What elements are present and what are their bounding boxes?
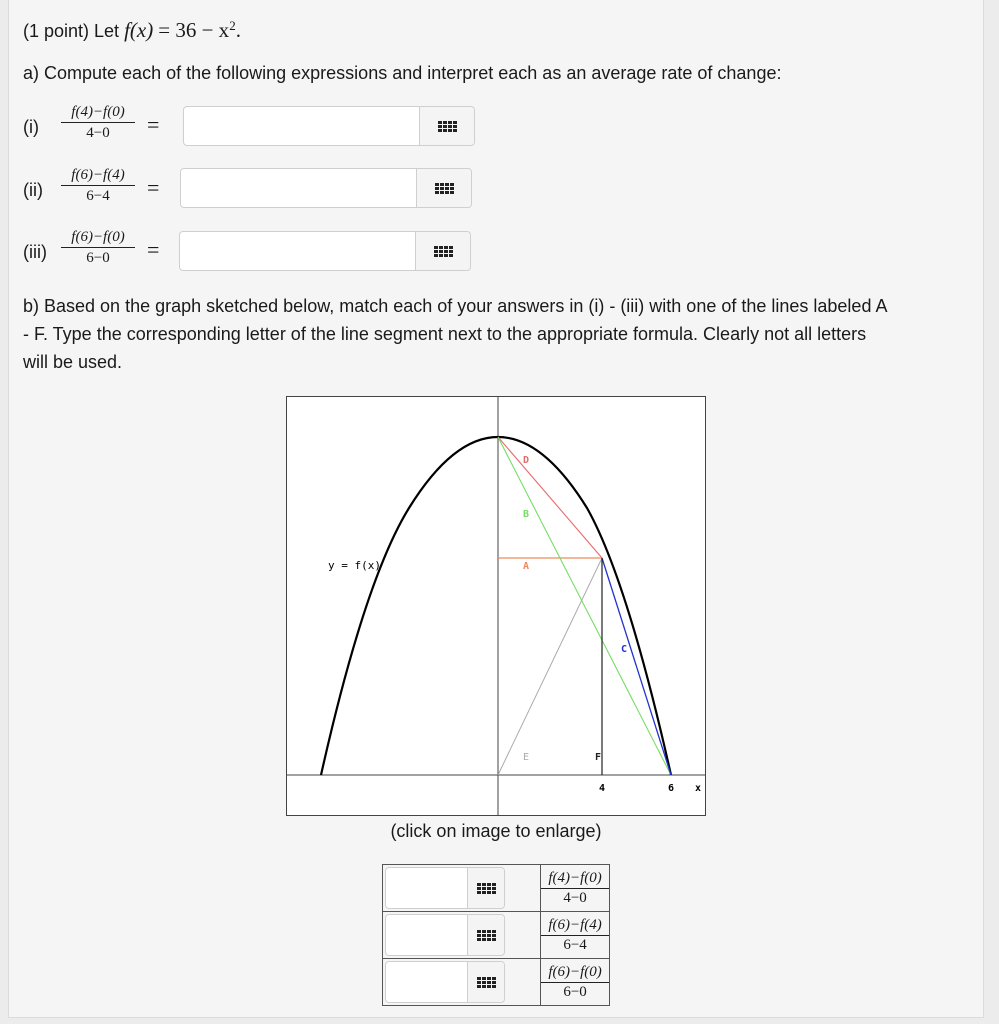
parabola-curve xyxy=(321,437,671,775)
answer-input-iii[interactable] xyxy=(180,232,414,270)
match-input-2[interactable] xyxy=(386,915,466,955)
keypad-icon xyxy=(435,183,454,194)
label-b: B xyxy=(523,509,530,520)
fraction-ii-denominator: 6−4 xyxy=(86,188,110,204)
fraction-ii xyxy=(61,165,135,206)
statement-period: . xyxy=(235,18,241,42)
x-tick-4: 4 xyxy=(599,783,606,794)
equals-sign-ii: = xyxy=(147,175,160,200)
table-formula-3-numerator: f(6)−f(0) xyxy=(541,963,609,983)
match-editor-button-3[interactable] xyxy=(467,962,504,1002)
label-e: E xyxy=(523,752,530,763)
graph-image[interactable] xyxy=(286,396,706,816)
fraction-i-numerator: f(4)−f(0) xyxy=(61,102,135,123)
curve-label: y = f(x) xyxy=(328,559,381,572)
match-box-1 xyxy=(385,867,505,909)
match-editor-button-1[interactable] xyxy=(467,868,504,908)
line-e xyxy=(498,558,602,775)
keypad-icon xyxy=(477,977,496,988)
matching-table xyxy=(382,864,610,1006)
part-b-prompt-line3: will be used. xyxy=(23,352,123,372)
table-formula-2-denominator: 6−4 xyxy=(563,936,587,953)
fraction-i-denominator: 4−0 xyxy=(86,125,110,141)
table-formula-1-denominator: 4−0 xyxy=(563,889,587,906)
answer-input-i[interactable] xyxy=(184,107,418,145)
keypad-icon xyxy=(477,883,496,894)
table-formula-1 xyxy=(541,865,610,912)
line-b xyxy=(498,437,671,775)
row-iii-label: (iii) xyxy=(23,242,47,262)
equals-sign-i: = xyxy=(147,112,160,137)
table-cell-input xyxy=(383,959,541,1006)
table-row xyxy=(383,865,610,912)
label-a: A xyxy=(523,561,530,572)
label-d: D xyxy=(523,455,530,466)
label-f: F xyxy=(595,752,602,763)
row-ii-label: (ii) xyxy=(23,180,43,200)
answer-box-ii xyxy=(180,168,472,208)
fraction-ii-numerator: f(6)−f(4) xyxy=(61,165,135,186)
keypad-icon xyxy=(438,121,457,132)
fraction-iii-numerator: f(6)−f(0) xyxy=(61,227,135,248)
fraction-iii-denominator: 6−0 xyxy=(86,250,110,266)
graph-caption: (click on image to enlarge) xyxy=(390,821,602,841)
line-d xyxy=(498,437,602,558)
match-box-3 xyxy=(385,961,505,1003)
points-label: (1 point) Let xyxy=(23,21,120,41)
x-tick-6: 6 xyxy=(668,783,675,794)
line-c xyxy=(602,558,671,775)
function-definition: = 36 − x xyxy=(158,18,230,42)
match-input-3[interactable] xyxy=(386,962,466,1002)
equation-editor-button-iii[interactable] xyxy=(415,232,470,270)
part-b-prompt-line1: b) Based on the graph sketched below, match each of your answers in (i) - (iii) with one of the lines labeled A xyxy=(23,296,888,316)
problem-statement xyxy=(23,12,241,45)
row-i-label: (i) xyxy=(23,117,39,137)
table-row xyxy=(383,959,610,1006)
keypad-icon xyxy=(434,246,453,257)
table-formula-1-numerator: f(4)−f(0) xyxy=(541,869,609,889)
answer-box-iii xyxy=(179,231,471,271)
fraction-iii xyxy=(61,227,135,268)
equation-editor-button-ii[interactable] xyxy=(416,169,471,207)
part-a-prompt: a) Compute each of the following expressions and interpret each as an average rate of change: xyxy=(23,63,782,83)
part-b-prompt-line2: - F. Type the corresponding letter of the line segment next to the appropriate formula. Clearly not all letters xyxy=(23,324,867,344)
equals-sign-iii: = xyxy=(147,237,160,262)
match-editor-button-2[interactable] xyxy=(467,915,504,955)
table-row xyxy=(383,912,610,959)
table-cell-input xyxy=(383,865,541,912)
table-cell-input xyxy=(383,912,541,959)
function-name: f(x) xyxy=(124,18,154,42)
table-formula-2 xyxy=(541,912,610,959)
table-formula-3-denominator: 6−0 xyxy=(563,983,587,1000)
answer-input-ii[interactable] xyxy=(181,169,415,207)
match-input-1[interactable] xyxy=(386,868,466,908)
label-c: C xyxy=(621,644,628,655)
match-box-2 xyxy=(385,914,505,956)
equation-editor-button-i[interactable] xyxy=(419,107,474,145)
fraction-i xyxy=(61,102,135,143)
function-exponent: 2 xyxy=(229,18,236,33)
keypad-icon xyxy=(477,930,496,941)
table-formula-3 xyxy=(541,959,610,1006)
answer-box-i xyxy=(183,106,475,146)
x-axis-label: x xyxy=(695,783,702,794)
table-formula-2-numerator: f(6)−f(4) xyxy=(541,916,609,936)
